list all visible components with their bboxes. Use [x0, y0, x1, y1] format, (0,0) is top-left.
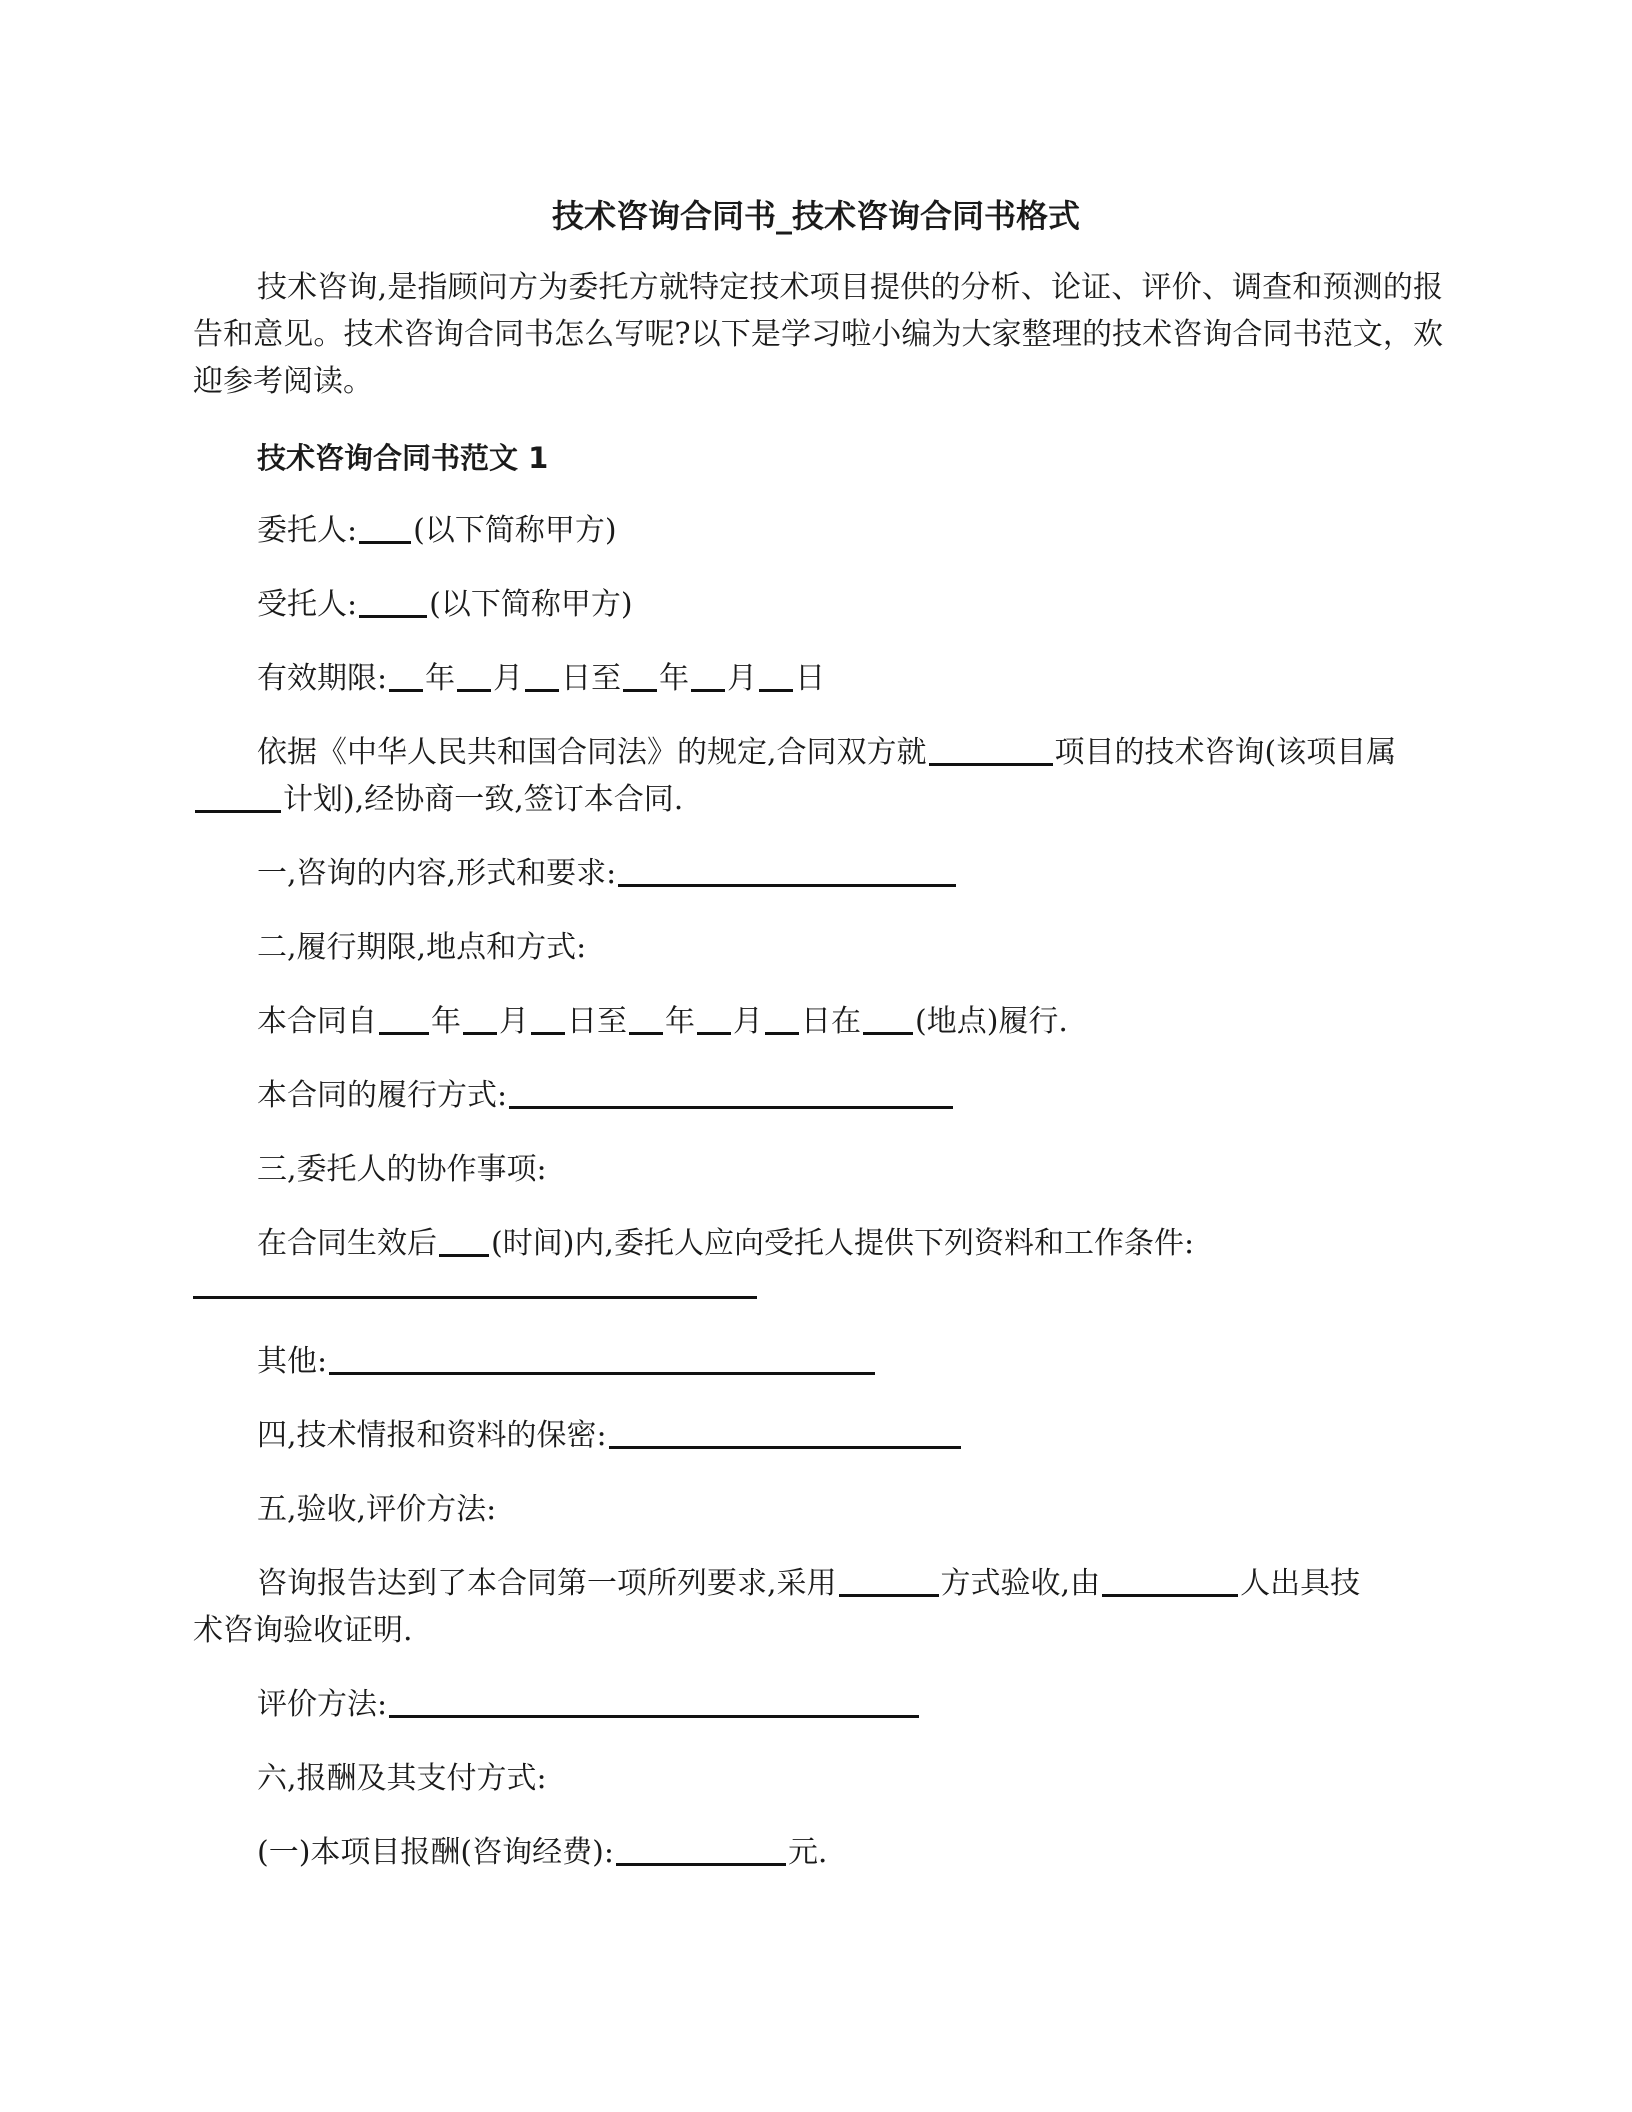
eval-label: 评价方法: — [257, 1687, 388, 1722]
perform-start-year-blank[interactable] — [379, 1004, 429, 1035]
item4-text: 四,技术情报和资料的保密: — [257, 1418, 607, 1453]
accept-person-blank[interactable] — [1102, 1566, 1238, 1597]
accept-line-2 — [193, 1611, 413, 1651]
year-text: 年 — [425, 661, 456, 696]
project-blank[interactable] — [929, 735, 1053, 766]
month-text: 月 — [727, 661, 758, 696]
fee-blank[interactable] — [616, 1835, 786, 1866]
item2-line: 二,履行期限,地点和方式: — [257, 930, 587, 965]
cooperate-suffix: (时间)内,委托人应向受托人提供下列资料和工作条件: — [491, 1226, 1195, 1261]
cooperate-time-blank[interactable] — [439, 1226, 489, 1257]
end-month-blank[interactable] — [691, 661, 725, 692]
validity-line — [257, 659, 825, 699]
intro-paragraph: 技术咨询,是指顾问方为委托方就特定技术项目提供的分析、论证、评价、调查和预测的报告和意见。技术咨询合同书怎么写呢?以下是学习啦小编为大家整理的技术咨询合同书范文，欢迎参考阅读。 — [193, 270, 1443, 399]
section-heading: 技术咨询合同书范文 1 — [257, 441, 549, 475]
day-to-text: 日至 — [561, 661, 622, 696]
trustee-suffix: (以下简称甲方) — [429, 587, 633, 622]
item1-line — [257, 854, 958, 894]
client-suffix: (以下简称甲方) — [413, 513, 617, 548]
perform-end-month-blank[interactable] — [697, 1004, 731, 1035]
perform-method-line — [257, 1076, 955, 1116]
item4-blank[interactable] — [609, 1418, 961, 1449]
eval-blank[interactable] — [389, 1687, 919, 1718]
perform-place: (地点)履行. — [915, 1004, 1068, 1039]
cooperate-prefix: 在合同生效后 — [257, 1226, 437, 1261]
item1-blank[interactable] — [618, 856, 956, 887]
perform-period-line — [257, 1002, 1068, 1042]
accept-part3-cont: 术咨询验收证明. — [193, 1613, 413, 1648]
fee-line — [257, 1833, 827, 1873]
basis-part2: 项目的技术咨询(该项目属 — [1054, 735, 1397, 770]
accept-part1: 咨询报告达到了本合同第一项所列要求,采用 — [257, 1566, 837, 1601]
basis-part1: 依据《中华人民共和国合同法》的规定,合同双方就 — [257, 735, 927, 770]
month-text: 月 — [733, 1004, 763, 1039]
month-text: 月 — [499, 1004, 529, 1039]
plan-blank[interactable] — [195, 782, 281, 813]
other-blank[interactable] — [329, 1344, 875, 1375]
perform-place-blank[interactable] — [863, 1004, 913, 1035]
start-day-blank[interactable] — [525, 661, 559, 692]
basis-line-1 — [257, 733, 1396, 773]
basis-line-2 — [193, 780, 683, 820]
cooperate-materials-blank[interactable] — [193, 1296, 757, 1299]
accept-part3: 人出具技 — [1240, 1566, 1361, 1601]
item3-line: 三,委托人的协作事项: — [257, 1152, 547, 1187]
perform-method-label: 本合同的履行方式: — [257, 1078, 508, 1113]
year-text: 年 — [659, 661, 690, 696]
document-title: 技术咨询合同书_技术咨询合同书格式 — [551, 197, 1080, 235]
month-text: 月 — [493, 661, 524, 696]
item6-line: 六,报酬及其支付方式: — [257, 1761, 547, 1796]
cooperate-line — [257, 1224, 1194, 1264]
year-text: 年 — [431, 1004, 461, 1039]
item1-text: 一,咨询的内容,形式和要求: — [257, 856, 617, 891]
perform-end-year-blank[interactable] — [629, 1004, 663, 1035]
basis-part3: 计划),经协商一致,签订本合同. — [283, 782, 684, 817]
client-label: 委托人: — [257, 513, 358, 548]
day-to-text: 日至 — [567, 1004, 627, 1039]
client-blank[interactable] — [359, 513, 411, 544]
perform-at: 日在 — [801, 1004, 861, 1039]
perform-method-blank[interactable] — [509, 1078, 953, 1109]
perform-end-day-blank[interactable] — [765, 1004, 799, 1035]
trustee-line — [257, 585, 633, 625]
fee-label: (一)本项目报酬(咨询经费): — [257, 1835, 614, 1870]
item4-line — [257, 1416, 963, 1456]
perform-start-month-blank[interactable] — [463, 1004, 497, 1035]
trustee-blank[interactable] — [359, 587, 427, 618]
validity-label: 有效期限: — [257, 661, 388, 696]
item5-line: 五,验收,评价方法: — [257, 1492, 497, 1527]
trustee-label: 受托人: — [257, 587, 358, 622]
day-text: 日 — [795, 661, 826, 696]
other-line — [257, 1342, 877, 1382]
other-label: 其他: — [257, 1344, 328, 1379]
accept-method-blank[interactable] — [839, 1566, 939, 1597]
end-year-blank[interactable] — [623, 661, 657, 692]
start-year-blank[interactable] — [389, 661, 423, 692]
client-line — [257, 511, 617, 551]
start-month-blank[interactable] — [457, 661, 491, 692]
year-text: 年 — [665, 1004, 695, 1039]
fee-unit: 元. — [787, 1835, 828, 1870]
perform-prefix: 本合同自 — [257, 1004, 377, 1039]
accept-part2: 方式验收,由 — [940, 1566, 1101, 1601]
eval-line — [257, 1685, 921, 1725]
accept-line-1 — [257, 1564, 1360, 1604]
perform-start-day-blank[interactable] — [531, 1004, 565, 1035]
end-day-blank[interactable] — [759, 661, 793, 692]
